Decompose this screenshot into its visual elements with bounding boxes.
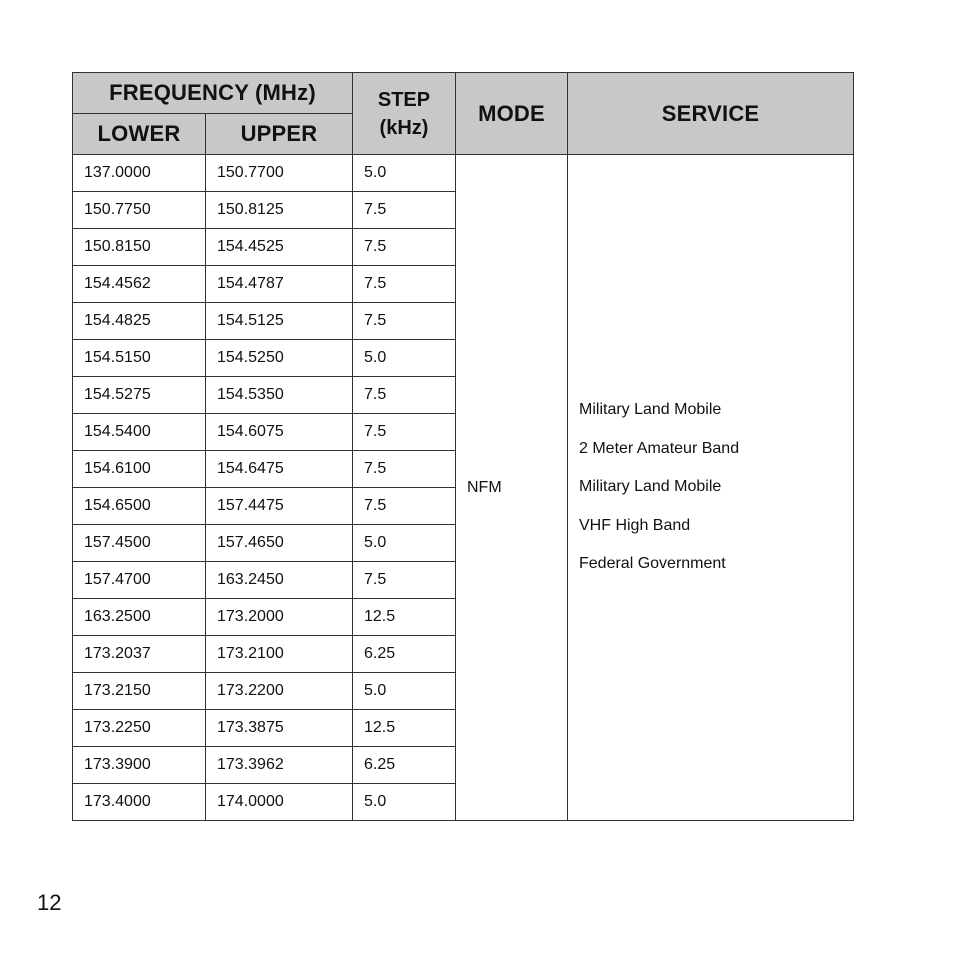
service-line: 2 Meter Amateur Band: [579, 439, 740, 457]
step-cell: 7.5: [353, 414, 456, 451]
upper-cell: 150.8125: [206, 192, 353, 229]
step-cell: 7.5: [353, 488, 456, 525]
upper-cell: 174.0000: [206, 784, 353, 821]
step-cell: 12.5: [353, 710, 456, 747]
step-cell: 7.5: [353, 192, 456, 229]
step-cell: 5.0: [353, 784, 456, 821]
step-cell: 12.5: [353, 599, 456, 636]
lower-cell: 163.2500: [73, 599, 206, 636]
table-row: [73, 155, 854, 192]
step-cell: 7.5: [353, 266, 456, 303]
service-cell: [568, 155, 854, 821]
lower-cell: 154.6500: [73, 488, 206, 525]
upper-cell: 163.2450: [206, 562, 353, 599]
upper-cell: 154.6075: [206, 414, 353, 451]
step-cell: 5.0: [353, 340, 456, 377]
lower-cell: 137.0000: [73, 155, 206, 192]
lower-cell: 173.2250: [73, 710, 206, 747]
mode-cell: NFM: [456, 155, 568, 821]
upper-cell: 154.4787: [206, 266, 353, 303]
lower-cell: 157.4700: [73, 562, 206, 599]
upper-header: UPPER: [206, 114, 353, 155]
step-cell: 7.5: [353, 303, 456, 340]
upper-cell: 173.3962: [206, 747, 353, 784]
service-line: Military Land Mobile: [579, 401, 722, 419]
step-cell: 7.5: [353, 562, 456, 599]
lower-cell: 154.4562: [73, 266, 206, 303]
service-line: VHF High Band: [579, 516, 691, 534]
upper-cell: 173.3875: [206, 710, 353, 747]
lower-header: LOWER: [73, 114, 206, 155]
step-header: [353, 73, 456, 155]
step-cell: 5.0: [353, 155, 456, 192]
lower-cell: 154.5150: [73, 340, 206, 377]
step-cell: 6.25: [353, 747, 456, 784]
upper-cell: 173.2200: [206, 673, 353, 710]
lower-cell: 154.6100: [73, 451, 206, 488]
lower-cell: 173.3900: [73, 747, 206, 784]
service-line: Federal Government: [579, 555, 726, 573]
upper-cell: 154.6475: [206, 451, 353, 488]
upper-cell: 154.5250: [206, 340, 353, 377]
frequency-header: FREQUENCY (MHz): [73, 73, 353, 114]
step-cell: 7.5: [353, 377, 456, 414]
mode-header: MODE: [456, 73, 568, 155]
lower-cell: 173.2150: [73, 673, 206, 710]
upper-cell: 154.5125: [206, 303, 353, 340]
lower-cell: 173.4000: [73, 784, 206, 821]
lower-cell: 150.8150: [73, 229, 206, 266]
upper-cell: 173.2100: [206, 636, 353, 673]
step-cell: 7.5: [353, 451, 456, 488]
service-line: Military Land Mobile: [579, 478, 722, 496]
service-header: SERVICE: [568, 73, 854, 155]
lower-cell: 154.4825: [73, 303, 206, 340]
step-cell: 5.0: [353, 673, 456, 710]
frequency-table: [72, 72, 854, 821]
upper-cell: 173.2000: [206, 599, 353, 636]
step-header-line1: STEP: [377, 88, 431, 111]
step-cell: 6.25: [353, 636, 456, 673]
header-row: [73, 73, 854, 114]
upper-cell: 150.7700: [206, 155, 353, 192]
lower-cell: 150.7750: [73, 192, 206, 229]
lower-cell: 173.2037: [73, 636, 206, 673]
step-header-line2: (kHz): [379, 116, 429, 139]
upper-cell: 154.4525: [206, 229, 353, 266]
lower-cell: 154.5400: [73, 414, 206, 451]
lower-cell: 154.5275: [73, 377, 206, 414]
step-cell: 7.5: [353, 229, 456, 266]
step-cell: 5.0: [353, 525, 456, 562]
upper-cell: 157.4475: [206, 488, 353, 525]
page-number: 12: [37, 890, 62, 915]
table-body: [73, 155, 854, 821]
upper-cell: 157.4650: [206, 525, 353, 562]
upper-cell: 154.5350: [206, 377, 353, 414]
lower-cell: 157.4500: [73, 525, 206, 562]
